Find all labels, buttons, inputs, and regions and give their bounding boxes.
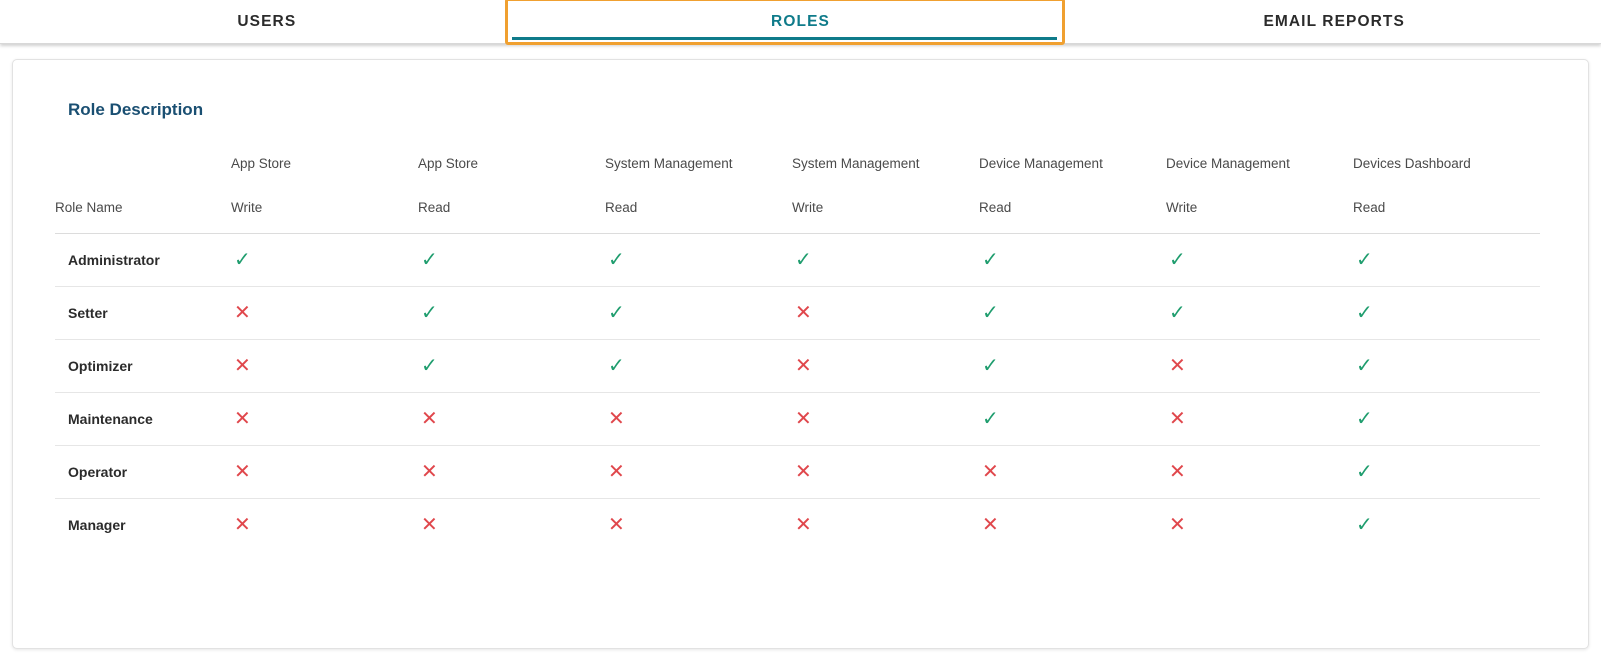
permission-cell: [979, 233, 1166, 286]
cross-icon: ✕: [608, 460, 625, 483]
column-permission-label: Write: [792, 199, 824, 215]
permission-cell: [1353, 233, 1540, 286]
role-name-cell: Manager: [68, 517, 126, 534]
column-header-role-name: Role Name: [55, 199, 123, 215]
cross-icon: ✕: [982, 514, 999, 537]
check-icon: ✓: [234, 248, 251, 271]
table-row: [55, 392, 1540, 445]
column-permission-label: Write: [1166, 199, 1198, 215]
permission-cell: [1353, 498, 1540, 551]
column-header-system-management-read: [605, 154, 792, 233]
check-icon: ✓: [1356, 514, 1373, 537]
permission-cell: [605, 498, 792, 551]
permission-cell: [605, 392, 792, 445]
permission-cell: [418, 233, 605, 286]
check-icon: ✓: [982, 248, 999, 271]
table-body: [55, 233, 1540, 551]
permission-cell: [792, 445, 979, 498]
permission-cell: [1166, 233, 1353, 286]
permission-cell: [1353, 339, 1540, 392]
permission-cell: [605, 445, 792, 498]
cross-icon: ✕: [795, 301, 812, 324]
check-icon: ✓: [1356, 354, 1373, 377]
cross-icon: ✕: [234, 514, 251, 537]
tab-bar: [0, 0, 1601, 44]
table-header: [55, 154, 1540, 233]
check-icon: ✓: [608, 354, 625, 377]
permission-cell: [1166, 445, 1353, 498]
column-group-label: App Store: [231, 156, 292, 171]
permission-cell: [418, 392, 605, 445]
role-name-cell: Maintenance: [68, 410, 153, 427]
column-group-label: System Management: [792, 156, 920, 171]
tab-active-underline: [512, 37, 1057, 40]
cross-icon: ✕: [1169, 354, 1186, 377]
cross-icon: ✕: [234, 460, 251, 483]
role-name-cell: Optimizer: [68, 357, 133, 374]
cross-icon: ✕: [982, 460, 999, 483]
role-name-cell: Setter: [68, 304, 108, 321]
permission-cell: [605, 339, 792, 392]
column-permission-label: Read: [1353, 199, 1386, 215]
permission-cell: [1353, 286, 1540, 339]
check-icon: ✓: [421, 301, 438, 324]
tab-email-reports-label: EMAIL REPORTS: [1263, 12, 1405, 30]
permission-cell: [231, 339, 418, 392]
column-permission-label: Read: [979, 199, 1012, 215]
role-name-cell: Administrator: [68, 251, 160, 268]
permission-cell: [418, 445, 605, 498]
column-group-label: Device Management: [979, 156, 1103, 171]
permission-cell: [605, 233, 792, 286]
table-row: [55, 286, 1540, 339]
permission-cell: [792, 233, 979, 286]
check-icon: ✓: [982, 354, 999, 377]
page-title: Role Description: [68, 100, 204, 119]
permission-cell: [1166, 286, 1353, 339]
cross-icon: ✕: [1169, 460, 1186, 483]
permission-cell: [979, 286, 1166, 339]
cross-icon: ✕: [421, 460, 438, 483]
permission-cell: [1353, 445, 1540, 498]
check-icon: ✓: [1169, 248, 1186, 271]
table-row: [55, 233, 1540, 286]
permission-cell: [231, 286, 418, 339]
permission-cell: [418, 286, 605, 339]
permission-cell: [418, 498, 605, 551]
column-header-system-management-write: [792, 154, 979, 233]
tab-email-reports[interactable]: [1067, 0, 1601, 43]
check-icon: ✓: [1356, 248, 1373, 271]
permission-cell: [979, 392, 1166, 445]
check-icon: ✓: [421, 354, 438, 377]
cross-icon: ✕: [608, 514, 625, 537]
cross-icon: ✕: [608, 407, 625, 430]
column-group-label: Device Management: [1166, 156, 1290, 171]
permission-cell: [979, 445, 1166, 498]
cross-icon: ✕: [421, 407, 438, 430]
permission-cell: [231, 498, 418, 551]
cross-icon: ✕: [795, 407, 812, 430]
permission-cell: [231, 392, 418, 445]
permission-cell: [1166, 392, 1353, 445]
table-row: [55, 339, 1540, 392]
cross-icon: ✕: [234, 301, 251, 324]
permission-cell: [231, 233, 418, 286]
check-icon: ✓: [1356, 407, 1373, 430]
permission-cell: [979, 498, 1166, 551]
cross-icon: ✕: [234, 354, 251, 377]
permission-cell: [605, 286, 792, 339]
cross-icon: ✕: [795, 514, 812, 537]
check-icon: ✓: [1169, 301, 1186, 324]
check-icon: ✓: [1356, 301, 1373, 324]
column-header-device-management-read: [979, 154, 1166, 233]
cross-icon: ✕: [795, 354, 812, 377]
column-permission-label: Write: [231, 199, 263, 215]
permission-cell: [792, 339, 979, 392]
table-row: [55, 445, 1540, 498]
roles-permission-table: [55, 154, 1540, 551]
column-permission-label: Read: [418, 199, 451, 215]
permission-cell: [1166, 498, 1353, 551]
tab-roles-label: ROLES: [771, 12, 830, 30]
permission-cell: [1353, 392, 1540, 445]
check-icon: ✓: [1356, 460, 1373, 483]
permission-cell: [231, 445, 418, 498]
permission-cell: [418, 339, 605, 392]
check-icon: ✓: [608, 301, 625, 324]
cross-icon: ✕: [234, 407, 251, 430]
check-icon: ✓: [982, 301, 999, 324]
column-header-app-store-read: [418, 154, 605, 233]
column-permission-label: Read: [605, 199, 638, 215]
column-group-label: App Store: [418, 156, 479, 171]
column-header-device-management-write: [1166, 154, 1353, 233]
role-description-card: [12, 59, 1589, 649]
permission-cell: [792, 286, 979, 339]
check-icon: ✓: [421, 248, 438, 271]
cross-icon: ✕: [1169, 407, 1186, 430]
check-icon: ✓: [982, 407, 999, 430]
column-group-label: System Management: [605, 156, 733, 171]
column-header-app-store-write: [231, 154, 418, 233]
role-name-cell: Operator: [68, 463, 128, 480]
table-header-row: [55, 154, 1540, 233]
permission-cell: [1166, 339, 1353, 392]
column-header-devices-dashboard-read: [1353, 154, 1540, 233]
tab-users-label: USERS: [237, 12, 297, 30]
cross-icon: ✕: [795, 460, 812, 483]
permission-cell: [979, 339, 1166, 392]
check-icon: ✓: [795, 248, 812, 271]
column-group-label: Devices Dashboard: [1353, 156, 1471, 171]
tab-users[interactable]: [0, 0, 534, 43]
table-row: [55, 498, 1540, 551]
permission-cell: [792, 498, 979, 551]
check-icon: ✓: [608, 248, 625, 271]
permission-cell: [792, 392, 979, 445]
cross-icon: ✕: [421, 514, 438, 537]
cross-icon: ✕: [1169, 514, 1186, 537]
